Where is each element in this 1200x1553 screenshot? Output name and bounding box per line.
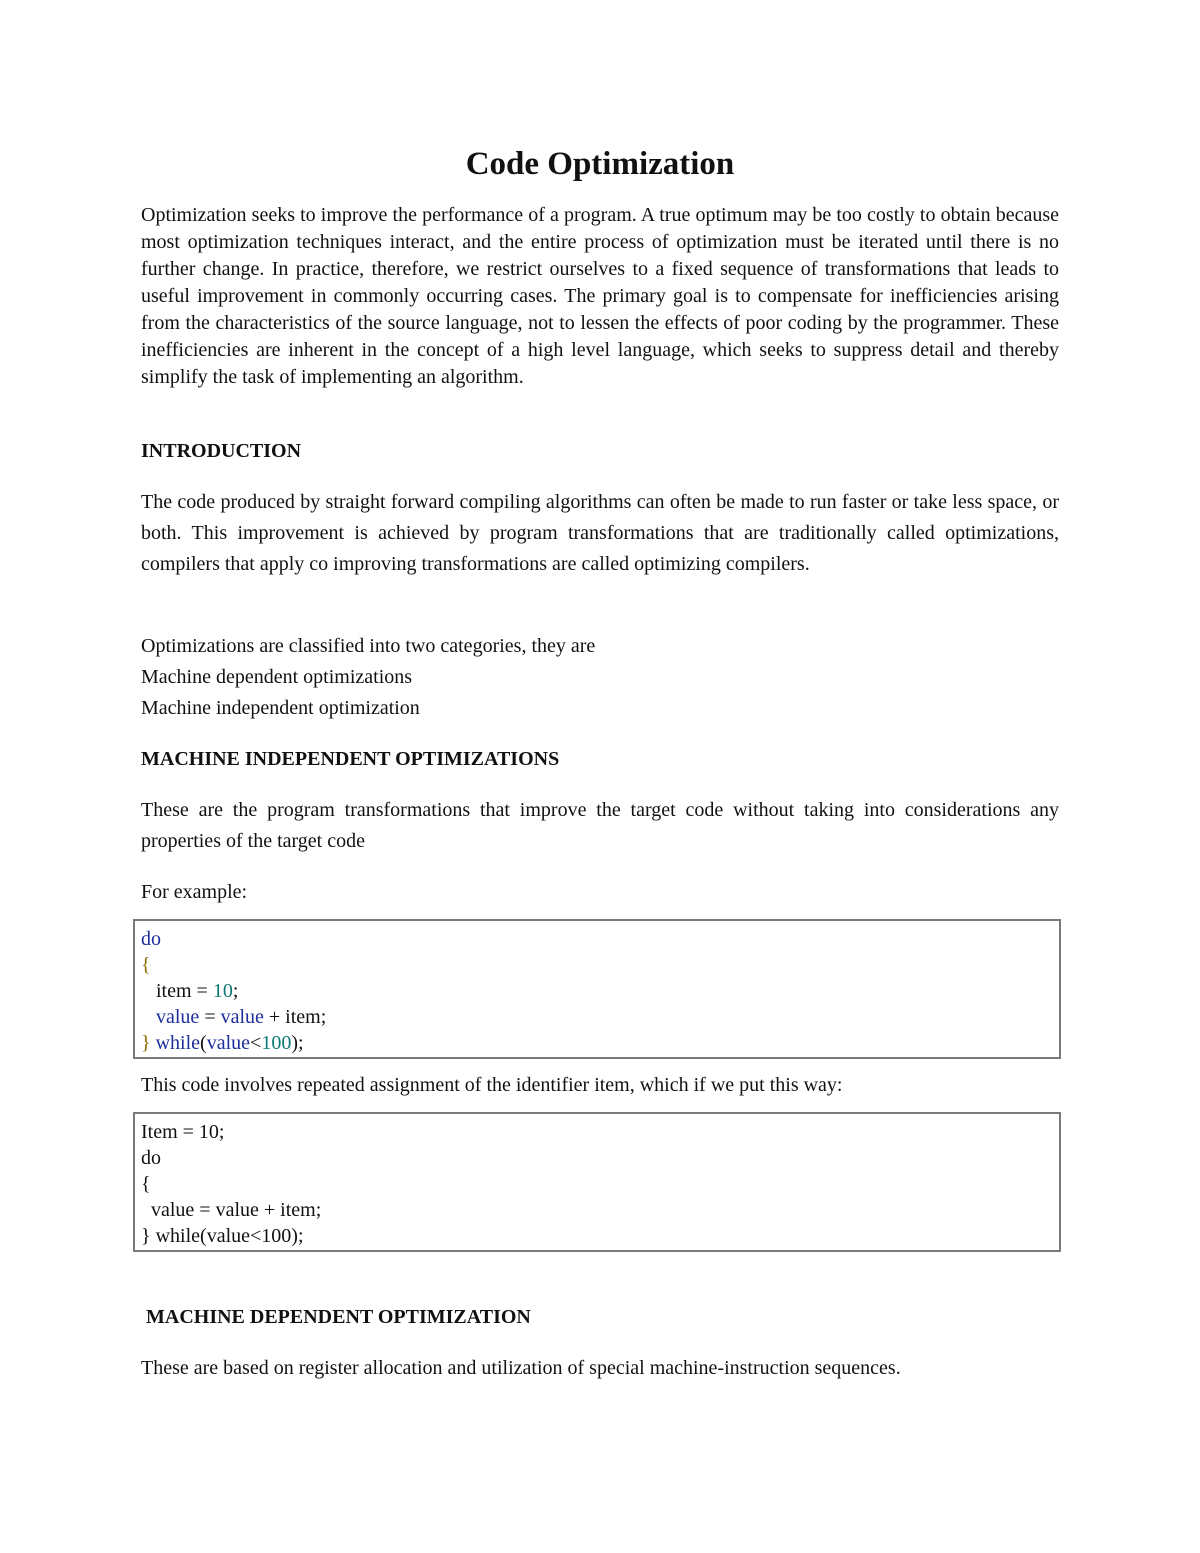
code-line: do: [141, 1147, 161, 1169]
code-keyword: while: [155, 1032, 201, 1054]
code-line: {: [141, 1173, 151, 1195]
code-brace: }: [141, 1032, 156, 1054]
code-text: );: [291, 1032, 304, 1054]
code-number: 10: [212, 980, 233, 1002]
code-brace: {: [141, 954, 151, 976]
code-example-box: [133, 919, 1061, 1059]
code-text: <: [250, 1032, 262, 1054]
code-text: ;: [232, 980, 239, 1002]
code-text: + item;: [263, 1006, 327, 1028]
code-line: [141, 978, 1053, 1004]
code-number: 100: [261, 1032, 292, 1054]
code-text: =: [199, 1006, 221, 1028]
code-explanation: This code involves repeated assignment of the identifier item, which if we put this way:: [141, 1074, 843, 1096]
category-item: Machine independent optimization: [141, 697, 420, 719]
code-text: (: [200, 1032, 207, 1054]
machine-independent-heading: MACHINE INDEPENDENT OPTIMIZATIONS: [141, 748, 560, 770]
code-text: item =: [156, 980, 213, 1002]
code-line: [141, 1030, 1053, 1056]
code-variable: value: [220, 1006, 264, 1028]
code-keyword: do: [141, 928, 161, 950]
intro-paragraph: Optimization seeks to improve the performance of a program. A true optimum may be too costly to obtain because most optimization techniques interact, and the entire process of optimization must be iterated until there is no further change. In practice, therefore, we restrict ourselves to a fixed sequence of transformations that leads to useful improvement in commonly occurring cases. The primary goal is to compensate for inefficiencies arising from the characteristics of the source language, not to lessen the effects of poor coding by the programmer. These inefficiencies are inherent in the concept of a high level language, which seeks to suppress detail and thereby simplify the task of implementing an algorithm.: [141, 204, 1059, 388]
code-line: value = value + item;: [141, 1199, 322, 1221]
code-line: [141, 1004, 1053, 1030]
category-item: Machine dependent optimizations: [141, 666, 413, 688]
introduction-heading: INTRODUCTION: [141, 440, 302, 462]
categories-intro: Optimizations are classified into two categories, they are: [141, 635, 596, 657]
introduction-paragraph: The code produced by straight forward compiling algorithms can often be made to run faster or take less space, or both. This improvement is achieved by program transformations that are traditionally called optimizations, compilers that apply co improving transformations are called optimizing compilers.: [141, 491, 1059, 575]
code-variable: value: [206, 1032, 251, 1054]
code-optimized-box: [133, 1112, 1061, 1252]
example-label: For example:: [141, 881, 248, 903]
code-line: [141, 952, 1053, 978]
page-title: Code Optimization: [465, 146, 735, 182]
code-line: } while(value<100);: [141, 1225, 304, 1247]
machine-independent-paragraph: These are the program transformations that improve the target code without taking into considerations any properties of the target code: [141, 799, 1059, 852]
machine-dependent-heading: MACHINE DEPENDENT OPTIMIZATION: [146, 1306, 531, 1328]
code-line: Item = 10;: [141, 1121, 225, 1143]
code-variable: value: [156, 1006, 200, 1028]
machine-dependent-paragraph: These are based on register allocation and utilization of special machine-instruction sequences.: [141, 1357, 901, 1379]
code-line: [141, 926, 1053, 952]
